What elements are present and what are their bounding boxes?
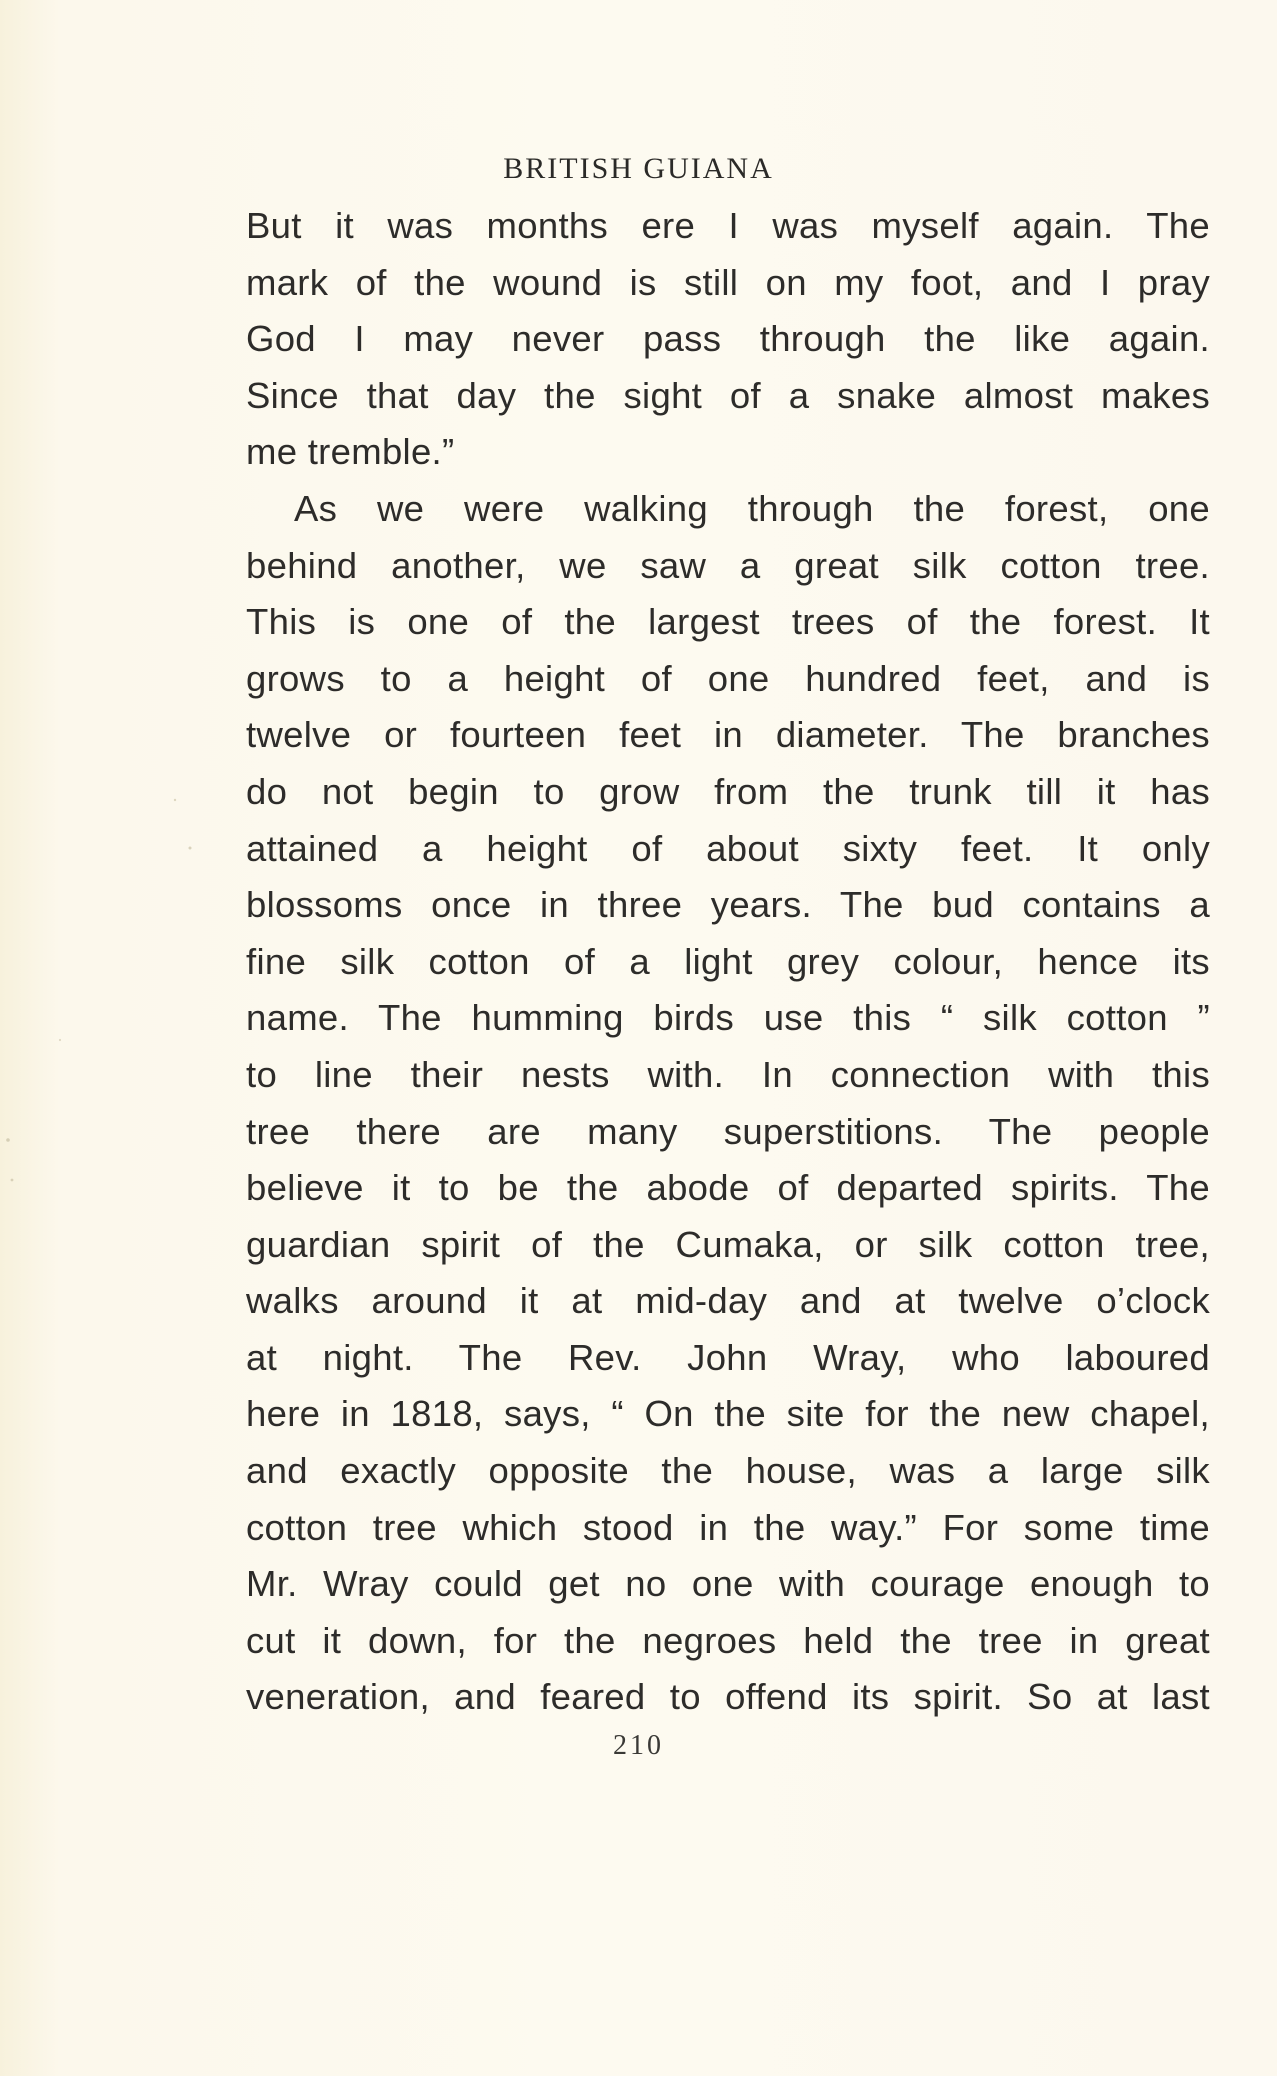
text-line: tree there are many superstitions. The people — [246, 1110, 1210, 1152]
text-line: cotton tree which stood in the way.” For some time — [246, 1506, 1210, 1548]
text-line: As we were walking through the forest, one — [294, 487, 1210, 529]
paper-speck — [11, 1179, 14, 1182]
text-line: at night. The Rev. John Wray, who laboured — [246, 1336, 1210, 1378]
text-line: blossoms once in three years. The bud contains a — [246, 884, 1210, 926]
text-line: believe it to be the abode of departed spirits. The — [246, 1167, 1210, 1209]
paper-speck — [59, 1039, 61, 1041]
paper-speck — [189, 847, 192, 850]
text-line: walks around it at mid-day and at twelve o’clock — [246, 1280, 1210, 1322]
body-text — [246, 198, 1210, 1726]
text-line: twelve or fourteen feet in diameter. The branches — [246, 714, 1210, 756]
text-line: behind another, we saw a great silk cotton tree. — [246, 544, 1210, 586]
text-line: This is one of the largest trees of the forest. It — [246, 601, 1210, 643]
text-line: cut it down, for the negroes held the tree in great — [246, 1619, 1210, 1661]
text-line: Since that day the sight of a snake almost makes — [246, 374, 1210, 416]
text-line: But it was months ere I was myself again. The — [246, 205, 1210, 246]
text-line: here in 1818, says, “ On the site for the new chapel, — [246, 1393, 1210, 1435]
text-line: mark of the wound is still on my foot, and I pray — [246, 261, 1210, 303]
text-line: guardian spirit of the Cumaka, or silk cotton tree, — [246, 1223, 1210, 1265]
page-number: 210 — [613, 1730, 664, 1761]
text-line: veneration, and feared to offend its spirit. So at last — [246, 1676, 1210, 1718]
paper-speck — [174, 799, 176, 801]
text-line: me tremble.” — [246, 431, 455, 473]
text-line: name. The humming birds use this “ silk cotton ” — [246, 997, 1210, 1039]
text-line: attained a height of about sixty feet. It only — [246, 827, 1210, 869]
running-head: BRITISH GUIANA — [503, 152, 774, 185]
text-line: do not begin to grow from the trunk till it has — [246, 770, 1210, 812]
paper-speck — [6, 1138, 10, 1142]
text-line: to line their nests with. In connection with this — [246, 1053, 1210, 1095]
text-line: Mr. Wray could get no one with courage enough to — [246, 1563, 1210, 1605]
text-line: grows to a height of one hundred feet, and is — [246, 657, 1210, 699]
text-line: God I may never pass through the like again. — [246, 318, 1210, 360]
text-line: fine silk cotton of a light grey colour, hence its — [246, 940, 1210, 982]
text-line: and exactly opposite the house, was a large silk — [246, 1450, 1210, 1492]
